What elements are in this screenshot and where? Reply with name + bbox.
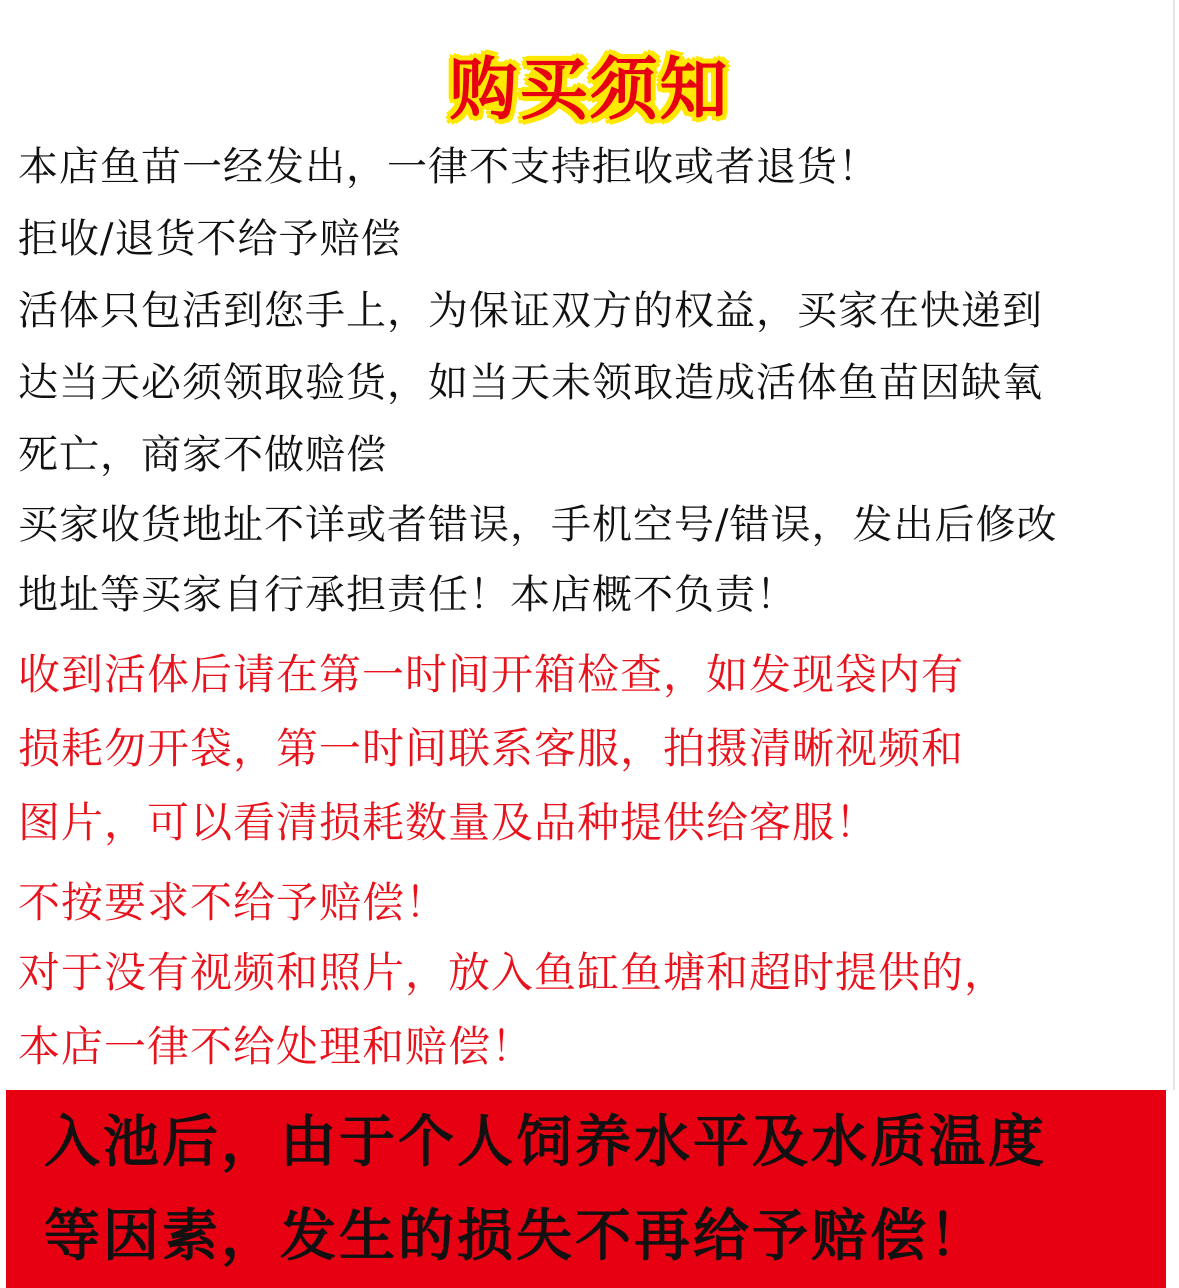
right-divider	[1173, 0, 1175, 1090]
banner-line-loss-no-compensation: 等因素，发生的损失不再给予赔偿！	[44, 1204, 988, 1269]
notice-title: 购买须知	[449, 51, 730, 130]
disclaimer-banner	[6, 1090, 1166, 1288]
notice-line-wrong-address: 买家收货地址不详或者错误，手机空号/错误，发出后修改	[18, 502, 1058, 548]
warning-line-photos: 图片，可以看清损耗数量及品种提供给客服！	[18, 798, 879, 847]
notice-line-death-no-compensation: 死亡，商家不做赔偿	[18, 432, 387, 478]
warning-line-no-handling: 本店一律不给处理和赔偿！	[18, 1022, 535, 1071]
notice-line-buyer-responsibility: 地址等买家自行承担责任！本店概不负责！	[18, 572, 797, 618]
notice-line-live-guarantee: 活体只包活到您手上，为保证双方的权益，买家在快递到	[18, 288, 1043, 334]
warning-line-requirements: 不按要求不给予赔偿！	[18, 878, 449, 927]
notice-line-pickup-same-day: 达当天必须领取验货，如当天未领取造成活体鱼苗因缺氧	[18, 360, 1043, 406]
notice-line-no-return: 本店鱼苗一经发出，一律不支持拒收或者退货！	[18, 144, 879, 190]
banner-line-pond-factors: 入池后，由于个人饲养水平及水质温度	[44, 1110, 1047, 1175]
warning-line-inspect: 收到活体后请在第一时间开箱检查，如发现袋内有	[18, 650, 965, 699]
notice-line-no-compensation: 拒收/退货不给予赔偿	[18, 216, 402, 262]
warning-line-contact-service: 损耗勿开袋，第一时间联系客服，拍摄清晰视频和	[18, 724, 965, 773]
warning-line-no-video: 对于没有视频和照片，放入鱼缸鱼塘和超时提供的，	[18, 948, 1008, 997]
